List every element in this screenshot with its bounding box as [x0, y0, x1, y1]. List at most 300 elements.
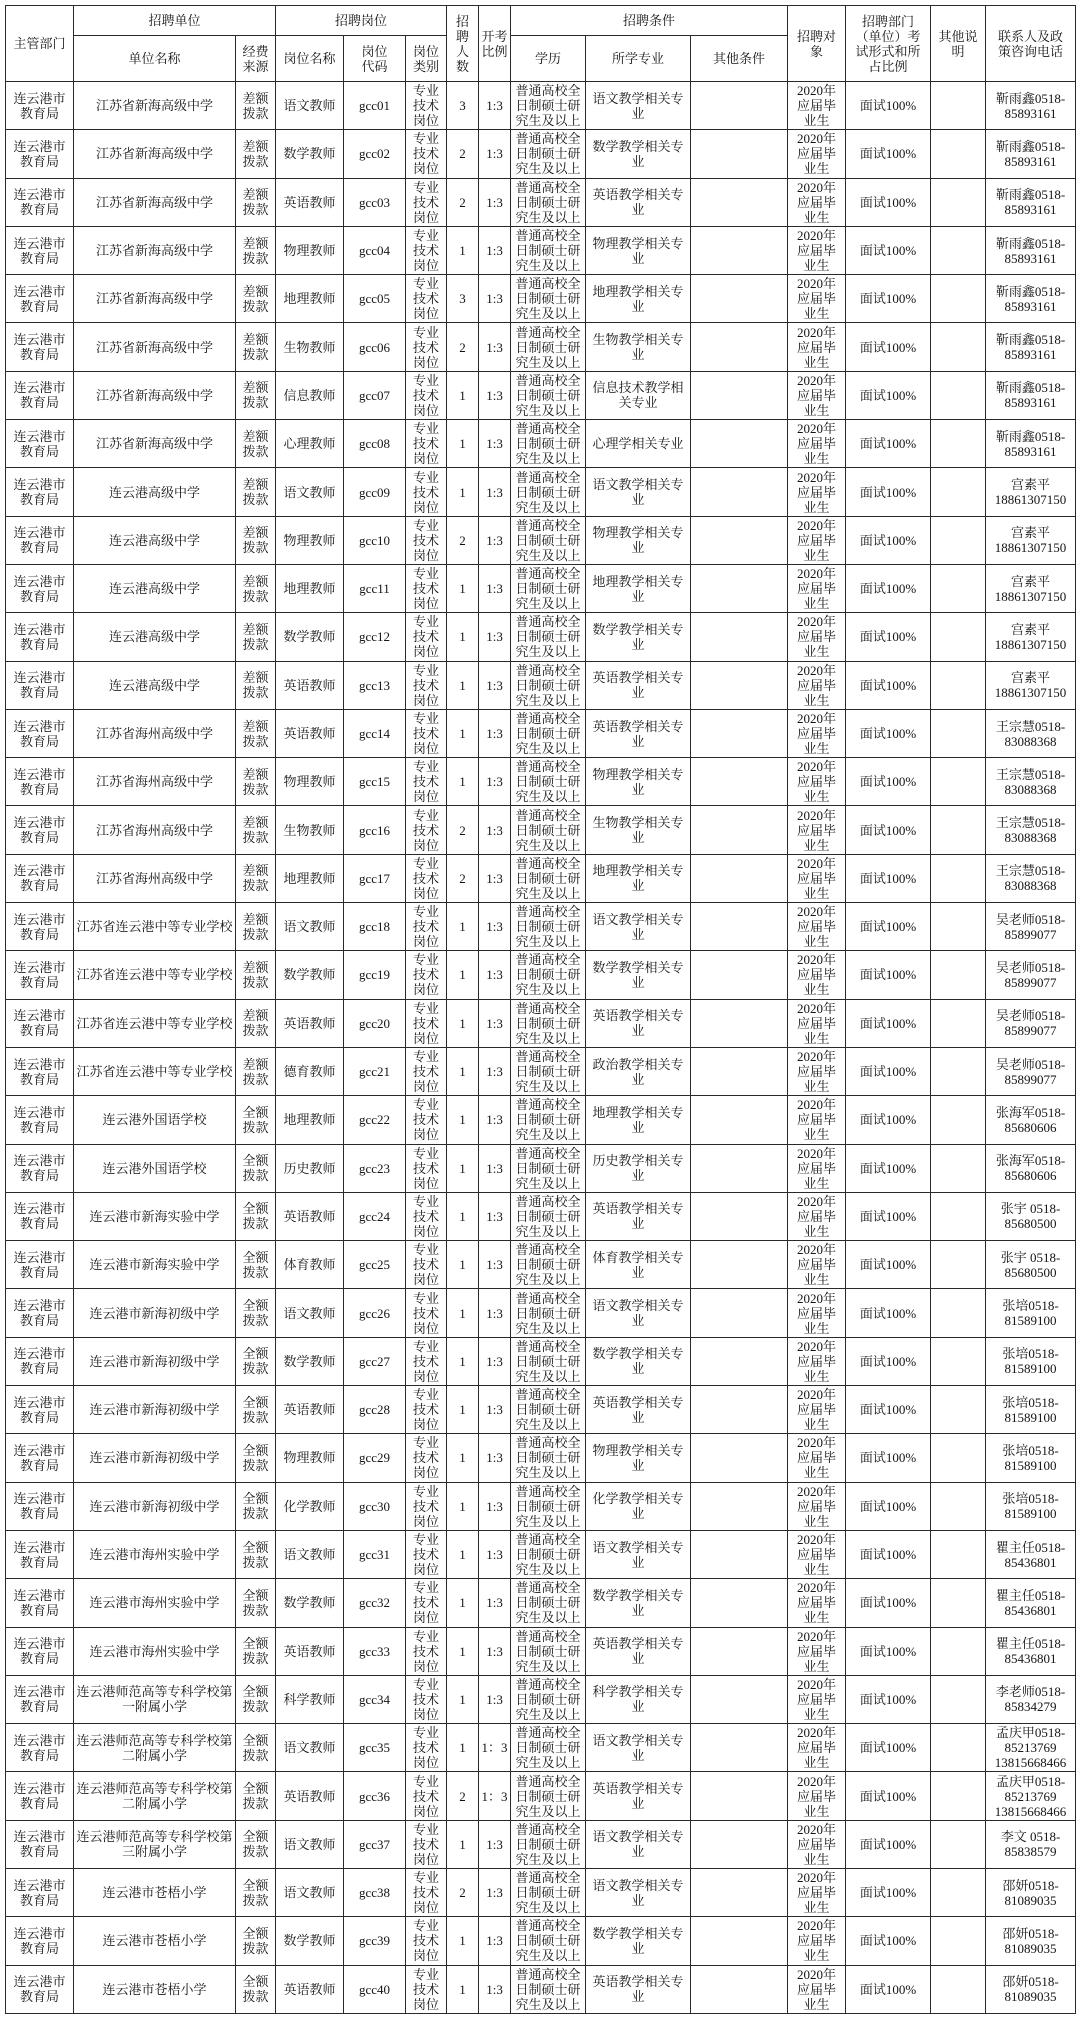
cell-ratio [479, 1192, 511, 1240]
header-department-label: 主管部门 [13, 36, 66, 51]
exam-text: 面试100% [859, 1160, 917, 1176]
post-category-text: 专业技术岗位 [413, 1242, 440, 1288]
cell-post-category [406, 226, 447, 274]
cell-other-conditions [691, 806, 788, 854]
major-text: 数学教学相关专业 [592, 1925, 684, 1956]
cell-contact [986, 1047, 1076, 1095]
cell-post-name [276, 1434, 344, 1482]
major-text: 英语教学相关专业 [592, 670, 684, 701]
cell-funding [236, 323, 276, 371]
target-text: 2020年应届毕业生 [797, 1483, 837, 1529]
unit-name-text: 江苏省新海高级中学 [95, 194, 213, 210]
cell-target [788, 1434, 846, 1482]
cell-ratio [479, 1241, 511, 1289]
cell-post-code [344, 1675, 406, 1723]
target-text: 2020年应届毕业生 [797, 614, 837, 660]
target-text: 2020年应届毕业生 [797, 855, 837, 901]
cell-exam [846, 1579, 931, 1627]
post-category-text: 专业技术岗位 [413, 1725, 440, 1771]
contact-text: 吴老师0518-85899077 [995, 959, 1066, 990]
contact-text: 邵妍0518-81089035 [1002, 1974, 1059, 2005]
cell-contact [986, 1820, 1076, 1868]
cell-exam [846, 1482, 931, 1530]
cell-ratio [479, 82, 511, 130]
target-text: 2020年应届毕业生 [797, 1387, 837, 1433]
cell-education [511, 564, 586, 612]
cell-notes [931, 758, 986, 806]
department-text: 连云港市教育局 [13, 1636, 66, 1667]
department-text: 连云港市教育局 [13, 1925, 66, 1956]
unit-name-text: 连云港市新海初级中学 [89, 1402, 220, 1418]
unit-name-text: 江苏省新海高级中学 [95, 98, 213, 114]
header-notes-label: 其他说明 [938, 28, 978, 59]
education-text: 普通高校全日制硕士研究生及以上 [515, 1628, 581, 1674]
cell-target [788, 564, 846, 612]
count-text: 1 [459, 581, 466, 597]
cell-post-name [276, 420, 344, 468]
post-category-text: 专业技术岗位 [413, 1000, 440, 1046]
cell-target [788, 613, 846, 661]
count-text: 1 [459, 1208, 466, 1224]
count-text: 1 [459, 1160, 466, 1176]
header-contact-label: 联系人及政策咨询电话 [998, 28, 1064, 59]
cell-post-name [276, 516, 344, 564]
ratio-text: 1:3 [486, 1305, 503, 1321]
department-text: 连云港市教育局 [13, 235, 66, 266]
cell-post-name [276, 1917, 344, 1965]
post-name-text: 物理教师 [283, 243, 336, 259]
cell-major [586, 371, 691, 419]
table-row [6, 1868, 1076, 1916]
cell-department [6, 226, 74, 274]
department-text: 连云港市教育局 [13, 332, 66, 363]
cell-notes [931, 1192, 986, 1240]
cell-exam [846, 226, 931, 274]
major-text: 数学教学相关专业 [592, 1587, 684, 1618]
count-text: 1 [459, 1740, 466, 1756]
target-text: 2020年应届毕业生 [797, 904, 837, 950]
unit-name-text: 江苏省连云港中等专业学校 [76, 919, 233, 935]
cell-exam [846, 178, 931, 226]
contact-text: 靳雨鑫0518-85893161 [995, 187, 1066, 218]
cell-unit-name [74, 1772, 236, 1820]
cell-count [447, 661, 479, 709]
cell-funding [236, 903, 276, 951]
cell-count [447, 130, 479, 178]
cell-post-category [406, 371, 447, 419]
cell-contact [986, 1530, 1076, 1578]
cell-target [788, 1868, 846, 1916]
post-code-text: gcc26 [358, 1305, 391, 1321]
header-education [511, 36, 586, 82]
cell-target [788, 275, 846, 323]
post-code-text: gcc38 [358, 1885, 391, 1901]
cell-contact [986, 323, 1076, 371]
cell-funding [236, 1530, 276, 1578]
cell-unit-name [74, 564, 236, 612]
target-text: 2020年应届毕业生 [797, 1821, 837, 1867]
contact-text: 宫素平18861307150 [994, 621, 1067, 652]
post-name-text: 英语教师 [283, 1015, 336, 1031]
post-name-text: 数学教师 [283, 967, 336, 983]
cell-unit-name [74, 661, 236, 709]
cell-notes [931, 1144, 986, 1192]
exam-text: 面试100% [859, 243, 917, 259]
cell-target [788, 1337, 846, 1385]
cell-post-category [406, 1337, 447, 1385]
cell-exam [846, 1289, 931, 1337]
cell-funding [236, 420, 276, 468]
cell-post-code [344, 371, 406, 419]
cell-education [511, 1386, 586, 1434]
cell-notes [931, 130, 986, 178]
cell-notes [931, 903, 986, 951]
cell-post-name [276, 1192, 344, 1240]
cell-count [447, 758, 479, 806]
education-text: 普通高校全日制硕士研究生及以上 [515, 1918, 581, 1964]
education-text: 普通高校全日制硕士研究生及以上 [515, 807, 581, 853]
education-text: 普通高校全日制硕士研究生及以上 [515, 1966, 581, 2012]
cell-major [586, 1386, 691, 1434]
post-code-text: gcc19 [358, 967, 391, 983]
department-text: 连云港市教育局 [13, 1104, 66, 1135]
post-code-text: gcc04 [358, 243, 391, 259]
header-count [447, 6, 479, 82]
post-code-text: gcc16 [358, 822, 391, 838]
post-code-text: gcc24 [358, 1208, 391, 1224]
cell-post-category [406, 82, 447, 130]
count-text: 1 [459, 1498, 466, 1514]
cell-unit-name [74, 323, 236, 371]
post-category-text: 专业技术岗位 [413, 1966, 440, 2012]
table-row [6, 1627, 1076, 1675]
education-text: 普通高校全日制硕士研究生及以上 [515, 1435, 581, 1481]
table-row [6, 468, 1076, 516]
header-post-category [406, 36, 447, 82]
ratio-text: 1:3 [486, 387, 503, 403]
ratio-text: 1:3 [486, 1547, 503, 1563]
ratio-text: 1:3 [486, 1353, 503, 1369]
cell-education [511, 1289, 586, 1337]
cell-post-name [276, 951, 344, 999]
cell-other-conditions [691, 1530, 788, 1578]
ratio-text: 1:3 [486, 146, 503, 162]
cell-count [447, 468, 479, 516]
cell-post-category [406, 1386, 447, 1434]
education-text: 普通高校全日制硕士研究生及以上 [515, 1338, 581, 1384]
target-text: 2020年应届毕业生 [797, 421, 837, 467]
target-text: 2020年应届毕业生 [797, 1193, 837, 1239]
contact-text: 靳雨鑫0518-85893161 [995, 90, 1066, 121]
header-post-name-label: 岗位名称 [283, 51, 336, 66]
unit-name-text: 江苏省新海高级中学 [95, 146, 213, 162]
cell-unit-name [74, 1579, 236, 1627]
target-text: 2020年应届毕业生 [797, 566, 837, 612]
cell-notes [931, 1868, 986, 1916]
cell-other-conditions [691, 1482, 788, 1530]
count-text: 1 [459, 1836, 466, 1852]
target-text: 2020年应届毕业生 [797, 1918, 837, 1964]
exam-text: 面试100% [859, 726, 917, 741]
major-text: 生物教学相关专业 [592, 815, 684, 846]
post-category-text: 专业技术岗位 [413, 566, 440, 612]
cell-contact [986, 130, 1076, 178]
department-text: 连云港市教育局 [13, 380, 66, 411]
cell-exam [846, 1820, 931, 1868]
post-code-text: gcc40 [358, 1981, 391, 1997]
cell-department [6, 1579, 74, 1627]
cell-education [511, 903, 586, 951]
target-text: 2020年应届毕业生 [797, 1628, 837, 1674]
cell-post-name [276, 1530, 344, 1578]
exam-text: 面试100% [859, 1353, 917, 1369]
cell-post-code [344, 468, 406, 516]
major-text: 生物教学相关专业 [592, 332, 684, 363]
cell-notes [931, 1627, 986, 1675]
cell-post-code [344, 806, 406, 854]
post-code-text: gcc35 [358, 1740, 391, 1756]
cell-exam [846, 758, 931, 806]
department-text: 连云港市教育局 [13, 1974, 66, 2005]
department-text: 连云港市教育局 [13, 815, 66, 846]
ratio-text: 1:3 [486, 629, 503, 645]
education-text: 普通高校全日制硕士研究生及以上 [515, 855, 581, 901]
major-text: 物理教学相关专业 [592, 1442, 684, 1473]
cell-unit-name [74, 1289, 236, 1337]
cell-major [586, 1337, 691, 1385]
cell-unit-name [74, 758, 236, 806]
cell-ratio [479, 1868, 511, 1916]
unit-name-text: 连云港市新海初级中学 [89, 1305, 220, 1321]
unit-name-text: 连云港师范高等专科学校第一附属小学 [76, 1684, 233, 1715]
cell-target [788, 1820, 846, 1868]
target-text: 2020年应届毕业生 [797, 1773, 837, 1819]
post-category-text: 专业技术岗位 [413, 1870, 440, 1916]
cell-funding [236, 854, 276, 902]
cell-post-name [276, 130, 344, 178]
table-row [6, 613, 1076, 661]
count-text: 1 [459, 484, 466, 500]
cell-ratio [479, 806, 511, 854]
target-text: 2020年应届毕业生 [797, 1725, 837, 1771]
post-code-text: gcc05 [358, 291, 391, 307]
cell-unit-name [74, 468, 236, 516]
unit-name-text: 江苏省海州高级中学 [95, 774, 213, 790]
count-text: 2 [459, 1885, 466, 1901]
cell-contact [986, 999, 1076, 1047]
table-row [6, 1337, 1076, 1385]
department-text: 连云港市教育局 [13, 863, 66, 894]
funding-text: 全额拨款 [242, 1829, 269, 1860]
cell-post-name [276, 1965, 344, 2013]
exam-text: 面试100% [859, 484, 917, 500]
ratio-text: 1:3 [486, 291, 503, 307]
cell-major [586, 1917, 691, 1965]
exam-text: 面试100% [859, 1981, 917, 1997]
cell-post-code [344, 1482, 406, 1530]
exam-text: 面试100% [859, 1305, 917, 1321]
education-text: 普通高校全日制硕士研究生及以上 [515, 1290, 581, 1336]
unit-name-text: 连云港市海州实验中学 [89, 1595, 220, 1611]
header-unit-group [74, 6, 276, 36]
cell-funding [236, 1917, 276, 1965]
cell-other-conditions [691, 613, 788, 661]
major-text: 语文教学相关专业 [592, 1732, 684, 1763]
post-code-text: gcc22 [358, 1112, 391, 1128]
count-text: 1 [459, 1595, 466, 1611]
cell-other-conditions [691, 130, 788, 178]
cell-exam [846, 1675, 931, 1723]
cell-post-code [344, 1917, 406, 1965]
cell-major [586, 1868, 691, 1916]
post-category-text: 专业技术岗位 [413, 1676, 440, 1722]
cell-other-conditions [691, 1724, 788, 1772]
cell-contact [986, 1289, 1076, 1337]
cell-exam [846, 1337, 931, 1385]
exam-text: 面试100% [859, 1402, 917, 1418]
cell-ratio [479, 1434, 511, 1482]
cell-post-category [406, 468, 447, 516]
cell-exam [846, 1965, 931, 2013]
cell-exam [846, 709, 931, 757]
target-text: 2020年应届毕业生 [797, 1145, 837, 1191]
cell-contact [986, 613, 1076, 661]
cell-contact [986, 709, 1076, 757]
cell-major [586, 1434, 691, 1482]
cell-education [511, 1724, 586, 1772]
count-text: 1 [459, 919, 466, 935]
post-code-text: gcc10 [358, 532, 391, 548]
funding-text: 差额拨款 [242, 766, 269, 797]
cell-post-code [344, 1579, 406, 1627]
header-department [6, 6, 74, 82]
header-post-code-label: 岗位代码 [361, 43, 388, 74]
cell-count [447, 1868, 479, 1916]
cell-other-conditions [691, 1675, 788, 1723]
education-text: 普通高校全日制硕士研究生及以上 [515, 517, 581, 563]
cell-contact [986, 371, 1076, 419]
cell-major [586, 1047, 691, 1095]
target-text: 2020年应届毕业生 [797, 179, 837, 225]
education-text: 普通高校全日制硕士研究生及以上 [515, 228, 581, 274]
cell-post-name [276, 661, 344, 709]
cell-contact [986, 1144, 1076, 1192]
unit-name-text: 连云港高级中学 [108, 581, 200, 597]
cell-post-name [276, 1047, 344, 1095]
cell-contact [986, 854, 1076, 902]
department-text: 连云港市教育局 [13, 90, 66, 121]
contact-text: 张培0518-81589100 [1002, 1298, 1059, 1329]
cell-post-code [344, 1337, 406, 1385]
count-text: 2 [459, 146, 466, 162]
cell-count [447, 1434, 479, 1482]
cell-ratio [479, 1772, 511, 1820]
post-category-text: 专业技术岗位 [413, 276, 440, 322]
department-text: 连云港市教育局 [13, 959, 66, 990]
major-text: 英语教学相关专业 [592, 1008, 684, 1039]
cell-department [6, 1675, 74, 1723]
cell-other-conditions [691, 1579, 788, 1627]
department-text: 连云港市教育局 [13, 1684, 66, 1715]
cell-funding [236, 178, 276, 226]
count-text: 1 [459, 1402, 466, 1418]
exam-text: 面试100% [859, 870, 917, 886]
cell-target [788, 178, 846, 226]
department-text: 连云港市教育局 [13, 670, 66, 701]
major-text: 地理教学相关专业 [592, 863, 684, 894]
table-row [6, 1144, 1076, 1192]
cell-education [511, 661, 586, 709]
exam-text: 面试100% [859, 774, 917, 790]
unit-name-text: 连云港市新海初级中学 [89, 1353, 220, 1369]
cell-major [586, 854, 691, 902]
unit-name-text: 连云港外国语学校 [102, 1160, 207, 1176]
cell-funding [236, 1627, 276, 1675]
post-category-text: 专业技术岗位 [413, 614, 440, 660]
cell-contact [986, 1192, 1076, 1240]
cell-count [447, 1144, 479, 1192]
major-text: 英语教学相关专业 [592, 1394, 684, 1425]
cell-contact [986, 1965, 1076, 2013]
cell-unit-name [74, 420, 236, 468]
cell-unit-name [74, 613, 236, 661]
cell-ratio [479, 758, 511, 806]
cell-other-conditions [691, 1144, 788, 1192]
cell-department [6, 709, 74, 757]
cell-post-category [406, 1289, 447, 1337]
contact-text: 瞿主任0518-85436801 [995, 1587, 1066, 1618]
target-text: 2020年应届毕业生 [797, 517, 837, 563]
post-category-text: 专业技术岗位 [413, 517, 440, 563]
funding-text: 差额拨款 [242, 90, 269, 121]
table-row [6, 1192, 1076, 1240]
count-text: 3 [459, 98, 466, 114]
cell-education [511, 1772, 586, 1820]
cell-other-conditions [691, 999, 788, 1047]
table-row [6, 371, 1076, 419]
exam-text: 面试100% [859, 1547, 917, 1563]
ratio-text: 1:3 [486, 1112, 503, 1128]
cell-notes [931, 951, 986, 999]
cell-other-conditions [691, 903, 788, 951]
cell-notes [931, 1675, 986, 1723]
cell-post-category [406, 1482, 447, 1530]
funding-text: 差额拨款 [242, 138, 269, 169]
education-text: 普通高校全日制硕士研究生及以上 [515, 1870, 581, 1916]
ratio-text: 1:3 [486, 339, 503, 355]
cell-other-conditions [691, 709, 788, 757]
department-text: 连云港市教育局 [13, 1491, 66, 1522]
department-text: 连云港市教育局 [13, 1587, 66, 1618]
ratio-text: 1:3 [486, 1595, 503, 1611]
cell-exam [846, 613, 931, 661]
major-text: 政治教学相关专业 [592, 1056, 684, 1087]
contact-text: 张宇 0518-85680500 [1000, 1201, 1061, 1232]
exam-text: 面试100% [859, 1257, 917, 1273]
cell-department [6, 1917, 74, 1965]
cell-major [586, 709, 691, 757]
post-category-text: 专业技术岗位 [413, 759, 440, 805]
cell-target [788, 999, 846, 1047]
cell-exam [846, 1047, 931, 1095]
target-text: 2020年应届毕业生 [797, 228, 837, 274]
cell-count [447, 323, 479, 371]
cell-ratio [479, 1530, 511, 1578]
contact-text: 宫素平18861307150 [994, 573, 1067, 604]
cell-exam [846, 1386, 931, 1434]
cell-education [511, 758, 586, 806]
header-exam-label: 招聘部门（单位）考试形式和所占比例 [855, 13, 921, 74]
